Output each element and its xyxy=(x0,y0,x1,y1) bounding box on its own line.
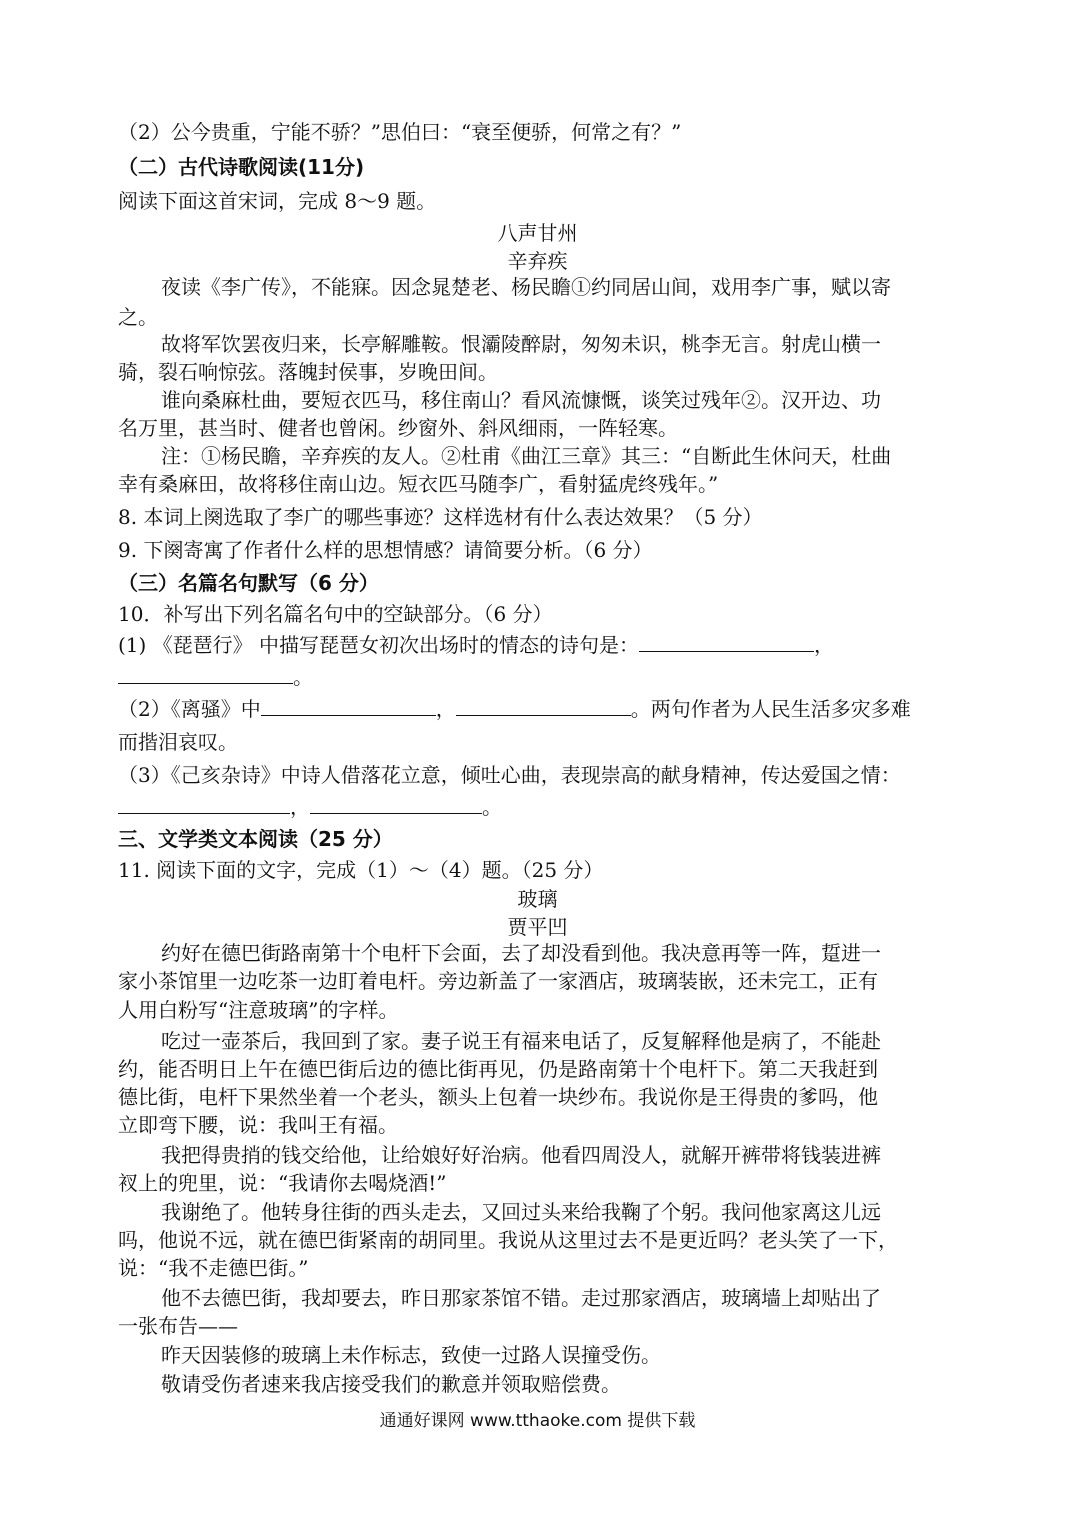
story-title: 玻璃 xyxy=(517,887,558,911)
question-8: 8. 本词上阕选取了李广的哪些事迹？这样选材有什么表达效果？（5 分） xyxy=(118,505,763,529)
poem-note-line: 幸有桑麻田，故将移住南山边。短衣匹马随李广，看射猛虎终残年。” xyxy=(118,472,719,496)
story-author: 贾平凹 xyxy=(507,915,568,939)
question-9: 9. 下阕寄寓了作者什么样的思想情感？请简要分析。（6 分） xyxy=(118,538,653,562)
poem-stanza-line: 谁向桑麻杜曲，要短衣匹马，移住南山？看风流慷慨，谈笑过残年②。汉开边、功 xyxy=(161,388,881,412)
answer-blank xyxy=(456,697,631,716)
question-10-2-cont: 而揩泪哀叹。 xyxy=(118,730,238,754)
poem-note-line: 注：①杨民瞻，辛弃疾的友人。②杜甫《曲江三章》其三：“自断此生休问天，杜曲 xyxy=(161,444,892,468)
story-paragraph-line: 我谢绝了。他转身往街的西头走去，又回过头来给我鞠了个躬。我问他家离这儿远 xyxy=(161,1200,881,1224)
answer-blank xyxy=(261,697,436,716)
question-10-2 xyxy=(118,694,911,724)
question-10-3-cont xyxy=(118,792,502,822)
story-paragraph-line: 昨天因装修的玻璃上未作标志，致使一过路人误撞受伤。 xyxy=(161,1343,661,1367)
story-paragraph-line: 我把得贵捎的钱交给他，让给娘好好治病。他看四周没人，就解开裤带将钱装进裤 xyxy=(161,1143,881,1167)
punctuation: ， xyxy=(814,633,835,657)
punctuation: 。 xyxy=(293,665,313,689)
question-10-2-text: （2）《离骚》中 xyxy=(118,697,261,721)
story-paragraph-line: 衩上的兜里，说：“我请你去喝烧酒!” xyxy=(118,1171,447,1195)
question-10-2-text: 。两句作者为人民生活多灾多难 xyxy=(630,697,911,721)
page-footer: 通通好课网 www.tthaoke.com 提供下载 xyxy=(379,1411,696,1431)
poem-title: 八声甘州 xyxy=(497,221,578,245)
story-paragraph-line: 人用白粉写“注意玻璃”的字样。 xyxy=(118,998,399,1022)
story-paragraph-line: 他不去德巴街，我却要去，昨日那家茶馆不错。走过那家酒店，玻璃墙上却贴出了 xyxy=(161,1286,881,1310)
poem-stanza-line: 名万里，甚当时、健者也曾闲。纱窗外、斜风细雨，一阵轻寒。 xyxy=(118,416,678,440)
question-11: 11. 阅读下面的文字，完成（1）～（4）题。（25 分） xyxy=(118,858,604,882)
story-paragraph-line: 吗，他说不远，就在德巴街紧南的胡同里。我说从这里过去不是更近吗？老头笑了一下， xyxy=(118,1228,898,1252)
story-paragraph-line: 敬请受伤者速来我店接受我们的歉意并领取赔偿费。 xyxy=(161,1372,621,1396)
answer-blank xyxy=(118,665,293,684)
story-paragraph-line: 家小茶馆里一边吃茶一边盯着电杆。旁边新盖了一家酒店，玻璃装嵌，还未完工，正有 xyxy=(118,969,878,993)
part-3-heading: 三、文学类文本阅读（25 分） xyxy=(118,827,393,851)
answer-blank xyxy=(639,633,814,652)
story-paragraph-line: 立即弯下腰，说：我叫王有福。 xyxy=(118,1113,398,1137)
story-paragraph-line: 德比街，电杆下果然坐着一个老头，额头上包着一块纱布。我说你是王得贵的爹吗，他 xyxy=(118,1085,878,1109)
punctuation: ， xyxy=(290,795,310,819)
section-2-heading: （二）古代诗歌阅读(11分) xyxy=(118,155,365,179)
poem-intro: 阅读下面这首宋词，完成 8～9 题。 xyxy=(118,189,437,213)
question-10-1-cont xyxy=(118,662,313,692)
story-paragraph-line: 吃过一壶茶后，我回到了家。妻子说王有福来电话了，反复解释他是病了，不能赴 xyxy=(161,1029,881,1053)
question-10-3: （3）《己亥杂诗》中诗人借落花立意，倾吐心曲，表现崇高的献身精神，传达爱国之情： xyxy=(118,763,901,787)
story-paragraph-line: 一张布告—— xyxy=(118,1314,238,1338)
story-paragraph-line: 约，能否明日上午在德巴街后边的德比街再见，仍是路南第十个电杆下。第二天我赶到 xyxy=(118,1057,878,1081)
story-paragraph-line: 约好在德巴街路南第十个电杆下会面，去了却没看到他。我决意再等一阵，踅进一 xyxy=(161,941,881,965)
poem-stanza-line: 故将军饮罢夜归来，长亭解雕鞍。恨灞陵醉尉，匆匆未识，桃李无言。射虎山横一 xyxy=(161,332,881,356)
poem-preface-line: 夜读《李广传》，不能寐。因念晁楚老、杨民瞻①约同居山间，戏用李广事，赋以寄 xyxy=(161,275,891,299)
q7-2-sentence: （2）公今贵重，宁能不骄？”思伯曰：“衰至便骄，何常之有？” xyxy=(118,120,682,144)
answer-blank xyxy=(310,795,482,814)
question-10-1 xyxy=(118,630,834,660)
section-3-heading: （三）名篇名句默写（6 分） xyxy=(118,571,379,595)
poem-author: 辛弃疾 xyxy=(507,249,568,273)
punctuation: 。 xyxy=(482,795,502,819)
punctuation: ， xyxy=(435,697,456,721)
answer-blank xyxy=(118,795,290,814)
story-paragraph-line: 说：“我不走德巴街。” xyxy=(118,1256,309,1280)
question-10-1-text: (1) 《琵琶行》 中描写琵琶女初次出场时的情态的诗句是： xyxy=(118,633,640,657)
poem-stanza-line: 骑，裂石响惊弦。落魄封侯事，岁晚田间。 xyxy=(118,360,498,384)
poem-preface-line: 之。 xyxy=(118,305,158,329)
question-10: 10．补写出下列名篇名句中的空缺部分。（6 分） xyxy=(118,602,553,626)
